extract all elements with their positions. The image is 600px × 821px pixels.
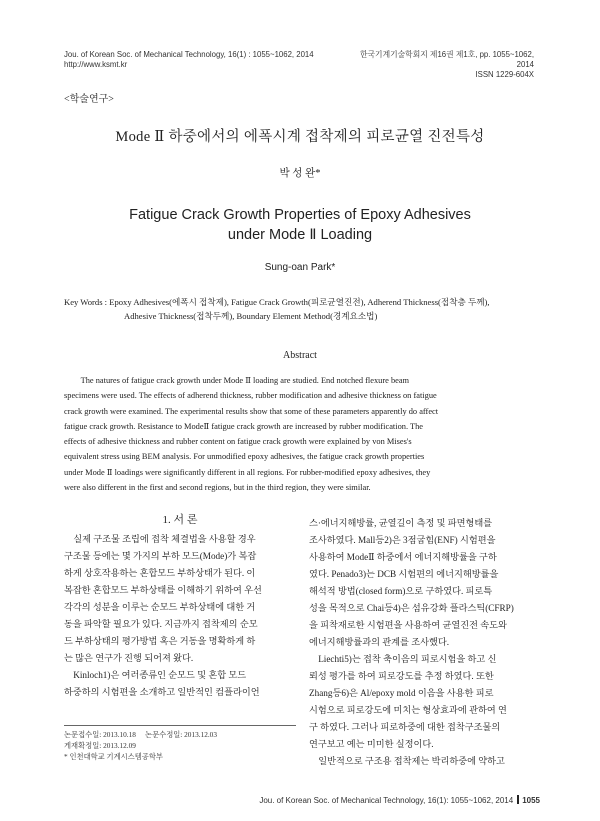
title-korean: Mode Ⅱ 하중에서의 에폭시계 접착제의 피로균열 진전특성	[115, 129, 485, 145]
article-category: <학술연구>	[64, 94, 114, 105]
keywords-line1: Key Words : Epoxy Adhesives(에폭시 접착제), Fatigue Crack Growth(피로균열진전), Adherend Thickness(접착층 두께),	[64, 297, 490, 307]
footer-divider	[517, 795, 519, 804]
body-column-left	[64, 531, 296, 701]
abstract-body	[64, 373, 536, 495]
author-english: Sung-oan Park*	[264, 262, 336, 273]
abstract-line: specimens were used. The effects of adherend thickness, rubber modification and adhesive thickness on fatigue	[64, 391, 437, 401]
body-line: 구조물 등에는 몇 가지의 부하 모드(Mode)가 복잡	[64, 551, 257, 561]
title-english	[0, 205, 600, 245]
page-footer	[230, 795, 540, 805]
body-line: 뢰성 평가를 하여 피로강도를 추정 하였다. 또한	[309, 671, 494, 681]
body-line: 시험으로 피로강도에 미치는 형상효과에 관하여 연	[309, 705, 507, 715]
body-line: 였다. Penado3)는 DCB 시험편의 에너지해방률을	[309, 569, 499, 579]
footer-journal: Jou. of Korean Soc. of Mechanical Technology, 16(1): 1055~1062, 2014	[259, 796, 514, 805]
journal-citation: Jou. of Korean Soc. of Mechanical Technology, 16(1) : 1055~1062, 2014	[64, 50, 314, 59]
running-header-left	[64, 50, 314, 70]
body-column-right	[309, 515, 541, 770]
running-header-right	[344, 50, 534, 80]
abstract-line: fatigue crack growth. Resistance to ModeⅡ fatigue crack growth are increased by rubber modification. The	[64, 421, 424, 431]
body-line: 해석적 방법(closed form)으로 구하였다. 피로특	[309, 586, 493, 596]
section-heading-introduction: 1. 서 론	[162, 514, 198, 526]
journal-citation-korean: 한국기계기술학회지 제16권 제1호, pp. 1055~1062, 2014	[359, 50, 534, 69]
abstract-line: The natures of fatigue crack growth under Mode Ⅱ loading are studied. End notched flexure beam	[64, 376, 410, 385]
body-line: 복잡한 혼합모드 부하상태를 이해하기 위하여 우선	[64, 585, 262, 595]
page-number: 1055	[522, 796, 540, 805]
abstract-heading: Abstract	[283, 350, 317, 361]
footnote-accepted: 게재확정일: 2013.12.09	[64, 741, 136, 750]
abstract-line: were also different in the first and second regions, but in the third region, they were similar.	[64, 483, 371, 493]
title-english-line2: under Mode Ⅱ Loading	[227, 227, 373, 243]
body-line: 연구보고 예는 미미한 실정이다.	[309, 739, 434, 749]
body-line: Kinloch1)은 여러종류인 순모드 및 혼합 모드	[64, 670, 247, 680]
body-line: 실제 구조물 조립에 접착 체결법을 사용할 경우	[64, 534, 256, 544]
footnote-divider	[64, 725, 296, 726]
body-line: 하중하의 시험편을 소개하고 일반적인 컴플라이언	[64, 687, 260, 697]
body-line: 동을 파악할 필요가 있다. 지금까지 접착제의 순모	[64, 619, 258, 629]
body-line: 각각의 성분을 이루는 순모드 부하상태에 대한 거	[64, 602, 256, 612]
keywords	[64, 295, 544, 323]
footnote-affiliation: * 인천대학교 기계시스템공학부	[64, 752, 163, 761]
body-line: 일반적으로 구조용 접착제는 박리하중에 약하고	[309, 756, 505, 766]
body-line: 는 많은 연구가 진행 되어져 왔다.	[64, 653, 194, 663]
body-line: 성을 목적으로 Chai등4)은 섬유강화 플라스틱(CFRP)	[309, 603, 514, 613]
body-line: 을 피착재로한 시험편을 사용하여 균열진전 속도와	[309, 620, 507, 630]
abstract-line: under Mode Ⅱ loadings were significantly different in all regions. For rubber-modified epoxy adhesives, they	[64, 467, 431, 477]
author-korean: 박 성 완*	[279, 168, 321, 179]
footnote-received: 논문접수일: 2013.10.18 논문수정일: 2013.12.03	[64, 730, 217, 739]
abstract-line: crack growth were examined. The experimental results show that some of these parameters apparently do affect	[64, 406, 439, 416]
body-line: 드 부하상태의 평가방법 혹은 거동을 명확하게 하	[64, 636, 256, 646]
body-line: Zhang등6)은 Al/epoxy mold 이음을 사용한 피로	[309, 688, 494, 698]
body-line: 에너지해방률과의 관계를 조사했다.	[309, 637, 450, 647]
keywords-line2: Adhesive Thickness(접착두께), Boundary Element Method(경계요소법)	[124, 311, 378, 321]
body-line: Liechti5)는 접착 축이음의 피로시험을 하고 신	[309, 654, 497, 664]
abstract-line: equivalent stress using BEM analysis. For unmodified epoxy adhesives, the fatigue crack growth properties	[64, 452, 425, 462]
footnotes	[64, 729, 296, 762]
body-line: 사용하여 ModeⅡ 하중에서 에너지해방률을 구하	[309, 552, 497, 562]
body-line: 조사하였다. Mall등2)은 3점굽힘(ENF) 시험편을	[309, 535, 496, 545]
body-line: 구 하였다. 그러나 피로하중에 대한 접착구조물의	[309, 722, 501, 732]
issn: ISSN 1229-604X	[475, 70, 534, 79]
body-line: 스·에너지해방률, 균열길이 측정 및 파면형태를	[309, 518, 493, 528]
title-english-line1: Fatigue Crack Growth Properties of Epoxy Adhesives	[129, 207, 471, 223]
abstract-line: effects of adhesive thickness and rubber content on fatigue crack growth were explained by von Mises's	[64, 437, 412, 447]
journal-url: http://www.ksmt.kr	[64, 60, 128, 69]
body-line: 하게 상호작용하는 혼합모드 부하상태가 된다. 이	[64, 568, 256, 578]
